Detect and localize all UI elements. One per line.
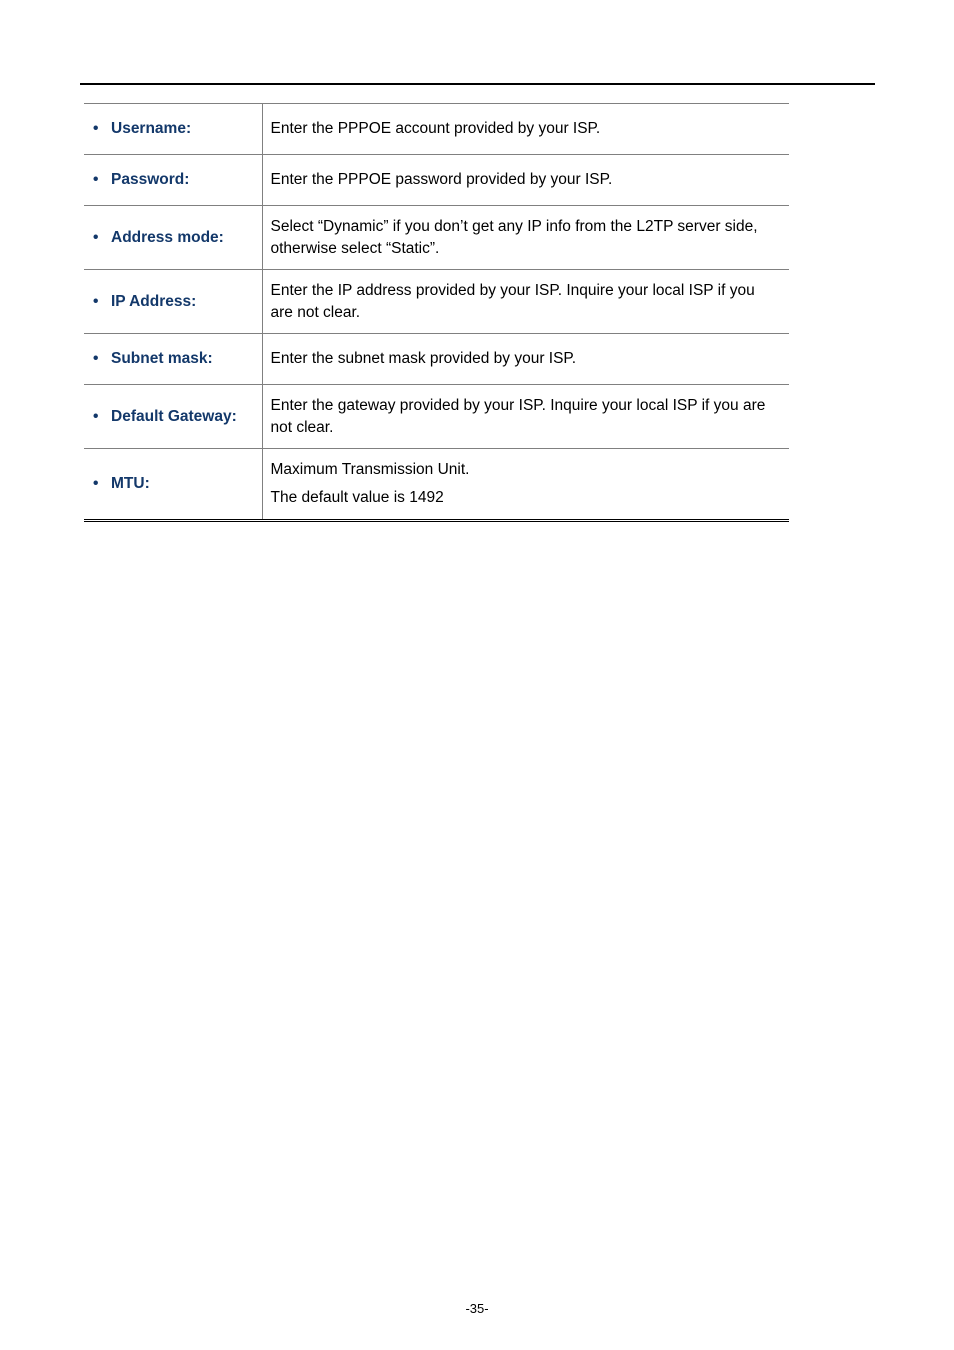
param-label-cell [84, 206, 262, 270]
param-label-cell [84, 270, 262, 334]
param-label: Default Gateway: [111, 407, 237, 425]
param-label-cell [84, 449, 262, 521]
param-label: Password: [111, 171, 190, 188]
mtu-description-line: Maximum Transmission Unit. [270, 461, 470, 478]
param-label-cell [84, 334, 262, 385]
table-row [84, 104, 789, 155]
bullet-icon: • [93, 292, 99, 310]
param-description: Enter the subnet mask provided by your ISP. [262, 334, 789, 385]
parameter-table [84, 103, 789, 522]
param-description: Select “Dynamic” if you don’t get any IP info from the L2TP server side, otherwise select “Static”. [262, 206, 789, 270]
table-row [84, 155, 789, 206]
param-description: Enter the PPPOE account provided by your ISP. [262, 104, 789, 155]
bullet-icon: • [93, 171, 99, 188]
header-rule [80, 83, 875, 85]
param-label: Subnet mask: [111, 350, 213, 367]
bullet-icon: • [93, 228, 99, 246]
table-row [84, 334, 789, 385]
table-row [84, 449, 789, 521]
table-row [84, 385, 789, 449]
table-row [84, 270, 789, 334]
param-description: Enter the IP address provided by your ISP. Inquire your local ISP if you are not clear. [262, 270, 789, 334]
param-label-cell [84, 385, 262, 449]
table-row [84, 206, 789, 270]
param-description: Enter the gateway provided by your ISP. Inquire your local ISP if you are not clear. [262, 385, 789, 449]
bullet-icon: • [93, 475, 99, 492]
param-description [262, 449, 789, 521]
param-label-cell [84, 104, 262, 155]
param-label-cell [84, 155, 262, 206]
param-label: Username: [111, 120, 192, 137]
param-label: Address mode: [111, 228, 224, 246]
bullet-icon: • [93, 350, 99, 367]
param-description: Enter the PPPOE password provided by your ISP. [262, 155, 789, 206]
param-label: IP Address: [111, 292, 197, 310]
bullet-icon: • [93, 120, 99, 137]
param-label: MTU: [111, 475, 150, 492]
bullet-icon: • [93, 407, 99, 425]
mtu-default-value-line: The default value is 1492 [270, 489, 444, 506]
page-number: -35- [465, 1301, 489, 1316]
